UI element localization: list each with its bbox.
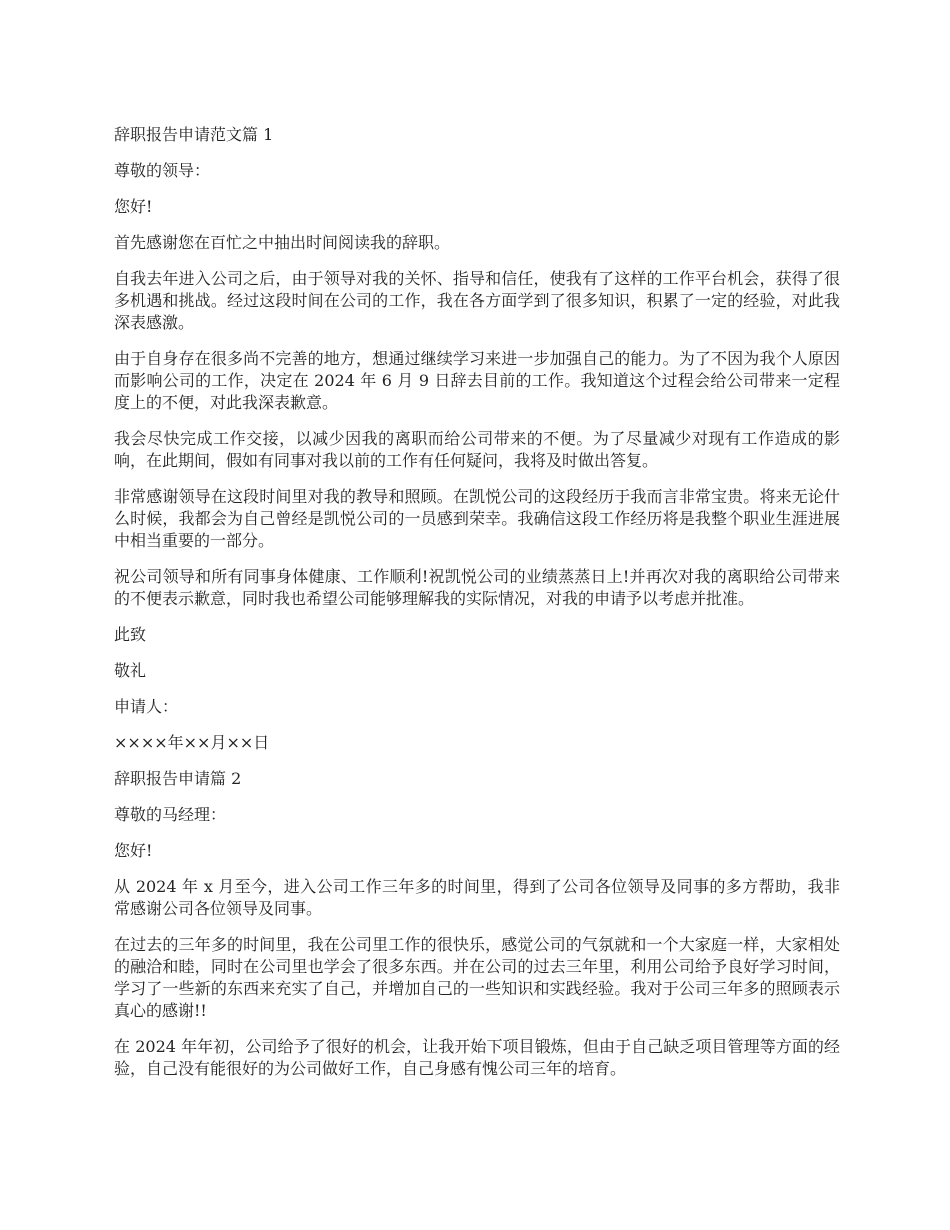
body-paragraph: 在 2024 年年初，公司给予了很好的机会，让我开始下项目锻炼，但由于自己缺乏项目管理等方面的经验，自己没有能很好的为公司做好工作，自己身感有愧公司三年的培育。 <box>114 1037 840 1078</box>
body-paragraph: 从 2024 年 x 月至今，进入公司工作三年多的时间里，得到了公司各位领导及同事的多方帮助，我非常感谢公司各位领导及同事。 <box>114 877 840 918</box>
salutation: 尊敬的马经理： <box>114 805 227 824</box>
body-paragraph: 祝公司领导和所有同事身体健康、工作顺利!祝凯悦公司的业绩蒸蒸日上!并再次对我的离职给公司带来的不便表示歉意，同时我也希望公司能够理解我的实际情况，对我的申请予以考虑并批准。 <box>114 567 840 608</box>
body-paragraph: 由于自身存在很多尚不完善的地方，想通过继续学习来进一步加强自己的能力。为了不因为我个人原因而影响公司的工作，决定在 2024 年 6 月 9 日辞去目前的工作。我知道这个过程会给公司带来一定程度上的不便，对此我深表歉意。 <box>114 349 840 412</box>
greeting: 您好! <box>114 841 153 860</box>
body-paragraph: 非常感谢领导在这段时间里对我的教导和照顾。在凯悦公司的这段经历于我而言非常宝贵。将来无论什么时候，我都会为自己曾经是凯悦公司的一员感到荣幸。我确信这段工作经历将是我整个职业生涯进展中相当重要的一部分。 <box>114 487 840 550</box>
body-paragraph: 自我去年进入公司之后，由于领导对我的关怀、指导和信任，使我有了这样的工作平台机会，获得了很多机遇和挑战。经过这段时间在公司的工作，我在各方面学到了很多知识，积累了一定的经验，对此我深表感激。 <box>114 269 840 332</box>
greeting: 您好! <box>114 197 153 216</box>
body-paragraph: 我会尽快完成工作交接，以减少因我的离职而给公司带来的不便。为了尽量减少对现有工作造成的影响，在此期间，假如有同事对我以前的工作有任何疑问，我将及时做出答复。 <box>114 429 840 470</box>
closing-line: 此致 <box>114 625 147 644</box>
section-title-1: 辞职报告申请范文篇 1 <box>114 125 274 144</box>
date-line: ××××年××月××日 <box>114 733 270 752</box>
salutation: 尊敬的领导： <box>114 161 211 180</box>
section-title-2: 辞职报告申请篇 2 <box>114 769 242 788</box>
body-paragraph: 在过去的三年多的时间里，我在公司里工作的很快乐，感觉公司的气氛就和一个大家庭一样，大家相处的融洽和睦，同时在公司里也学会了很多东西。并在公司的过去三年里，利用公司给予良好学习时间，学习了一些新的东西来充实了自己，并增加自己的一些知识和实践经验。我对于公司三年多的照顾表示真心的感谢!! <box>114 935 840 1020</box>
closing-regards: 敬礼 <box>114 661 147 680</box>
document-body <box>114 124 840 1094</box>
body-paragraph: 首先感谢您在百忙之中抽出时间阅读我的辞职。 <box>114 233 451 252</box>
applicant-label: 申请人： <box>114 697 179 716</box>
